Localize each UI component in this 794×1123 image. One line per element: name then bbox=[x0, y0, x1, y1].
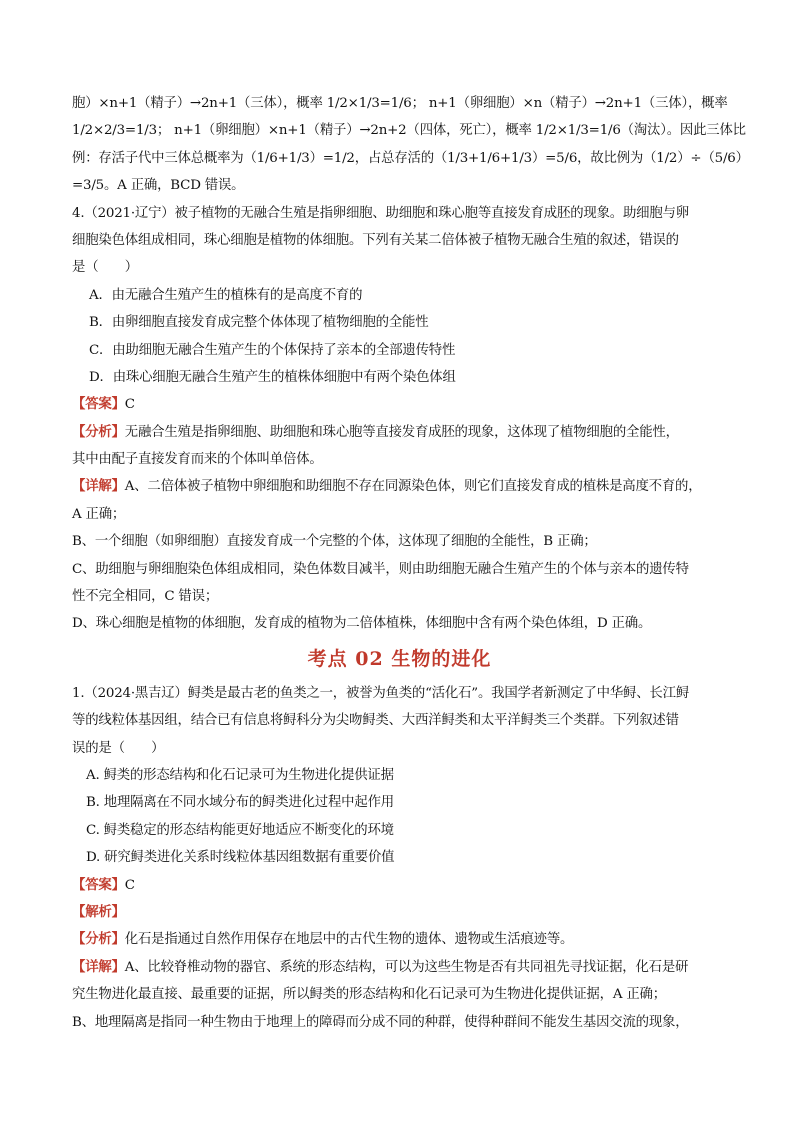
detail-line: B、一个细胞（如卵细胞）直接发育成一个完整的个体，这体现了细胞的全能性，B 正确； bbox=[72, 534, 597, 550]
analysis-tag: 【分析】 bbox=[72, 931, 125, 948]
jiexi-line bbox=[72, 899, 727, 926]
question-stem-line: 1.（2024·黑吉辽）鲟类是最古老的鱼类之一，被誉为鱼类的“活化石”。我国学者新测定了中华鲟、长江鲟 bbox=[72, 685, 690, 701]
analysis-tag: 【分析】 bbox=[72, 423, 125, 440]
question-stem-line: 细胞染色体组成相同，珠心细胞是植物的体细胞。下列有关某二倍体被子植物无融合生殖的叙述，错误的 bbox=[72, 232, 679, 248]
answer-tag: 【答案】 bbox=[72, 396, 125, 413]
option-c: C. 鲟类稳定的形态结构能更好地适应不断变化的环境 bbox=[86, 822, 394, 838]
detail-line: D、珠心细胞是植物的体细胞，发育成的植物为二倍体植株，体细胞中含有两个染色体组，D 正确。 bbox=[72, 616, 652, 632]
text-line: 例：存活子代中三体总概率为（1/6+1/3）=1/2，占总存活的（1/3+1/6+1/3）=5/6，故比例为（1/2）÷（5/6） bbox=[72, 150, 749, 166]
analysis-line: 其中由配子直接发育而来的个体叫单倍体。 bbox=[72, 452, 323, 468]
question-4 bbox=[72, 200, 727, 638]
option-a: A．由无融合生殖产生的植株有的是高度不育的 bbox=[89, 287, 363, 303]
option-d: D．由珠心细胞无融合生殖产生的植株体细胞中有两个染色体组 bbox=[89, 369, 456, 385]
answer-tag: 【答案】 bbox=[72, 876, 125, 893]
detail-line: 究生物进化最直接、最重要的证据，所以鲟类的形态结构和化石记录可为生物进化提供证据，A 正确； bbox=[72, 987, 666, 1003]
answer-line bbox=[72, 391, 727, 418]
answer-value: C bbox=[124, 877, 135, 893]
detail-tag: 【详解】 bbox=[72, 958, 125, 975]
option-a: A. 鲟类的形态结构和化石记录可为生物进化提供证据 bbox=[86, 767, 394, 783]
option-c: C．由助细胞无融合生殖产生的个体保持了亲本的全部遗传特性 bbox=[89, 342, 456, 358]
answer-line bbox=[72, 872, 727, 899]
detail-line bbox=[72, 954, 727, 981]
text-line: =3/5。A 正确，BCD 错误。 bbox=[72, 178, 245, 194]
analysis-text: 化石是指通过自然作用保存在地层中的古代生物的遗体、遗物或生活痕迹等。 bbox=[124, 932, 574, 948]
detail-line bbox=[72, 473, 727, 500]
text-line: 1/2×2/3=1/3； n+1（卵细胞）×n+1（精子）→2n+2（四体，死亡），概率 1/2×1/3=1/6（淘汰）。因此三体比 bbox=[72, 123, 746, 139]
analysis-text: 无融合生殖是指卵细胞、助细胞和珠心胞等直接发育成胚的现象，这体现了植物细胞的全能性， bbox=[124, 424, 679, 440]
analysis-line bbox=[72, 926, 727, 953]
question-stem-line: 等的线粒体基因组，结合已有信息将鲟科分为尖吻鲟类、大西洋鲟类和太平洋鲟类三个类群。下列叙述错 bbox=[72, 713, 679, 729]
question-1 bbox=[72, 680, 727, 1036]
detail-line: C、助细胞与卵细胞染色体组成相同，染色体数目减半，则由助细胞无融合生殖产生的个体与亲本的遗传特 bbox=[72, 561, 689, 577]
page-content bbox=[72, 90, 749, 1036]
detail-text: A、比较脊椎动物的器官、系统的形态结构，可以为这些生物是否有共同祖先寻找证据，化石是研 bbox=[124, 959, 689, 975]
detail-line: A 正确； bbox=[72, 506, 126, 522]
answer-value: C bbox=[124, 397, 135, 413]
previous-explanation bbox=[72, 90, 749, 200]
question-stem-line: 4.（2021·辽宁）被子植物的无融合生殖是指卵细胞、助细胞和珠心胞等直接发育成胚的现象。助细胞与卵 bbox=[72, 205, 689, 221]
question-stem-line: 是（ ） bbox=[72, 260, 138, 276]
option-b: B. 地理隔离在不同水域分布的鲟类进化过程中起作用 bbox=[86, 795, 394, 811]
option-d: D. 研究鲟类进化关系时线粒体基因组数据有重要价值 bbox=[86, 850, 395, 866]
detail-tag: 【详解】 bbox=[72, 478, 125, 495]
question-stem-line: 误的是（ ） bbox=[72, 740, 165, 756]
detail-line: 性不完全相同，C 错误； bbox=[72, 589, 219, 605]
analysis-line bbox=[72, 419, 727, 446]
section-title: 考点 02 生物的进化 bbox=[307, 647, 492, 670]
jiexi-tag: 【解析】 bbox=[72, 903, 125, 920]
text-line: 胞）×n+1（精子）→2n+1（三体），概率 1/2×1/3=1/6； n+1（卵细胞）×n（精子）→2n+1（三体），概率 bbox=[72, 96, 728, 111]
option-b: B．由卵细胞直接发育成完整个体体现了植物细胞的全能性 bbox=[89, 315, 429, 331]
detail-line: B、地理隔离是指同一种生物由于地理上的障碍而分成不同的种群，使得种群间不能发生基因交流的现象， bbox=[72, 1014, 689, 1030]
detail-text: A、二倍体被子植物中卵细胞和助细胞不存在同源染色体，则它们直接发育成的植株是高度不育的， bbox=[124, 479, 702, 495]
